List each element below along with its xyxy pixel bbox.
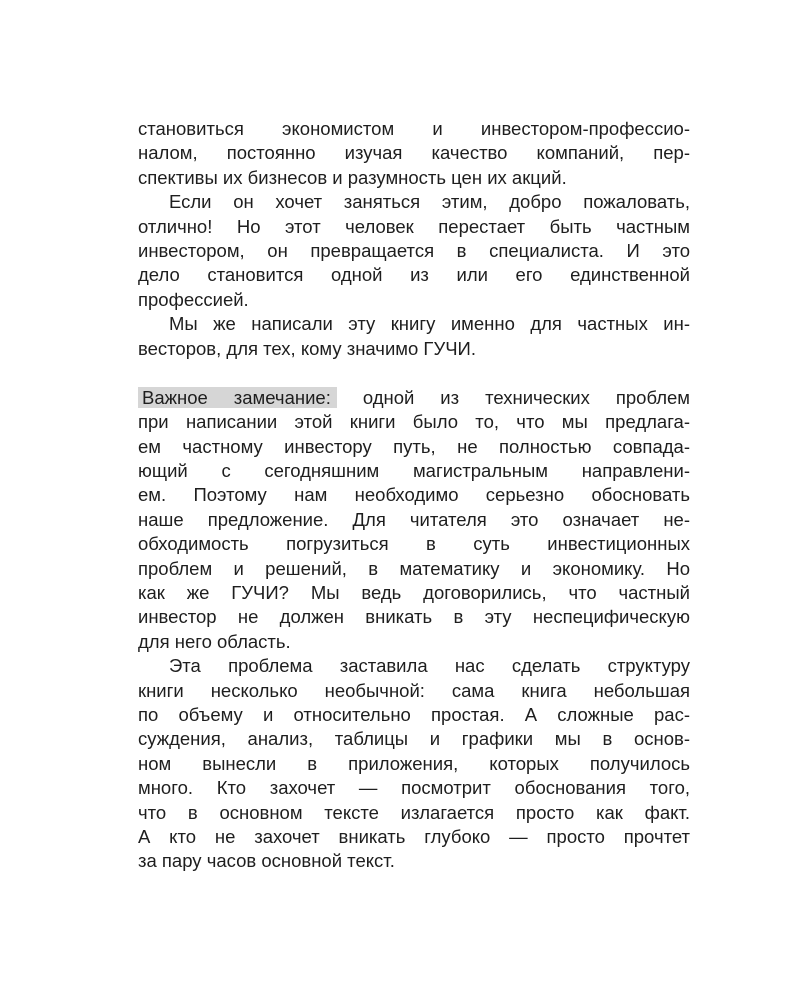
text-line: инвестор не должен вникать в эту неспецифическую: [138, 606, 690, 628]
text-line: весторов, для тех, кому значимо ГУЧИ.: [138, 337, 476, 359]
text-line: наше предложение. Для читателя это означает не-: [138, 508, 690, 530]
text-line: за пару часов основной текст.: [138, 850, 395, 872]
paragraph-2: [138, 190, 690, 312]
note-first-line-text: одной из технических проблем: [362, 386, 691, 408]
text-line: становиться экономистом и инвестором-профессио-: [138, 118, 690, 139]
text-line: книги несколько необычной: сама книга небольшая: [138, 679, 690, 701]
text-line: ном вынесли в приложения, которых получилось: [138, 752, 690, 774]
text-line: проблем и решений, в математику и экономику. Но: [138, 557, 690, 579]
text-line: суждения, анализ, таблицы и графики мы в основ-: [138, 728, 690, 750]
text-line: что в основном тексте излагается просто как факт.: [138, 801, 690, 823]
text-line: ющий с сегодняшним магистральным направлени-: [138, 460, 690, 482]
note-label-highlight: Важное замечание:: [138, 387, 337, 408]
text-line: инвестором, он превращается в специалиста. И это: [138, 239, 690, 261]
paragraph-1: [138, 117, 690, 190]
text-line: дело становится одной из или его единственной: [138, 264, 690, 286]
text-line: ем. Поэтому нам необходимо серьезно обосновать: [138, 484, 690, 506]
text-line: спективы их бизнесов и разумность цен их акций.: [138, 166, 567, 188]
text-line: ем частному инвестору путь, не полностью совпада-: [138, 435, 690, 457]
text-line: по объему и относительно простая. А сложные рас-: [138, 703, 690, 725]
text-line: много. Кто захочет — посмотрит обоснования того,: [138, 777, 690, 799]
text-line: А кто не захочет вникать глубоко — просто прочтет: [138, 825, 690, 847]
text-line: при написании этой книги было то, что мы предлага-: [138, 411, 690, 433]
text-line: Если он хочет заняться этим, добро пожаловать,: [169, 191, 690, 213]
text-line: Эта проблема заставила нас сделать структуру: [169, 655, 690, 677]
text-line: обходимость погрузиться в суть инвестиционных: [138, 533, 690, 555]
text-line: [138, 386, 690, 410]
paragraph-spacer: [138, 361, 690, 386]
paragraph-3: [138, 312, 690, 361]
book-page: [138, 117, 690, 874]
text-line: для него область.: [138, 630, 291, 652]
paragraph-5: [138, 654, 690, 874]
text-line: отлично! Но этот человек перестает быть частным: [138, 215, 690, 237]
text-line: профессией.: [138, 288, 249, 310]
text-line: Мы же написали эту книгу именно для частных ин-: [169, 313, 690, 335]
text-line: налом, постоянно изучая качество компаний, пер-: [138, 142, 690, 164]
important-note: [138, 386, 690, 654]
text-line: как же ГУЧИ? Мы ведь договорились, что частный: [138, 582, 690, 604]
